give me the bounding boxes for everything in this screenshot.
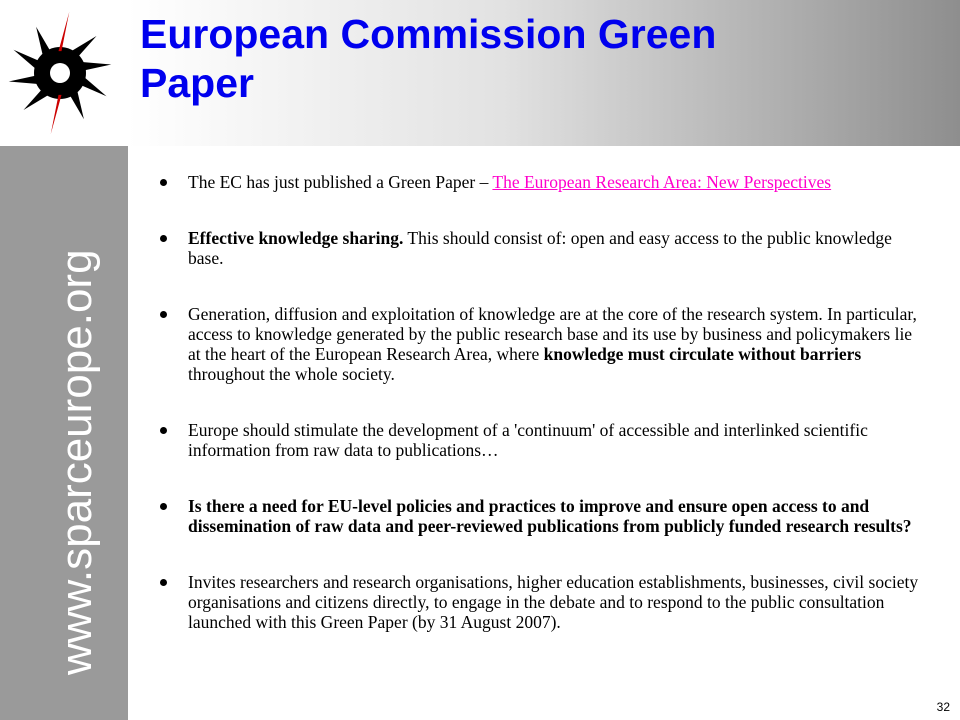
sparc-europe-logo <box>0 0 128 146</box>
bullet-text: This should consist of: open and easy access to the public knowledge base. <box>188 228 892 268</box>
bullet-text: Generation, diffusion and exploitation of knowledge are at the core of the research system. In particular, access to knowledge generated by the public research base and its use by business and policymakers lie at the heart of the European Research Area, where <box>188 304 917 364</box>
logo-red-ray <box>51 95 62 134</box>
side-url-text: www.sparceurope.org <box>52 249 101 675</box>
bullet-bold-text: knowledge must circulate without barriers <box>543 344 862 364</box>
page-title: European Commission Green Paper <box>140 11 717 106</box>
logo-ray <box>36 27 51 59</box>
bullet-item-consultation <box>188 572 928 632</box>
bullet-dot-icon <box>160 579 167 586</box>
bullet-item-knowledge-sharing <box>188 228 928 268</box>
logo-center <box>50 63 70 83</box>
bullet-bold-text: Is there a need for EU-level policies and practices to improve and ensure open access to and dissemination of raw data and peer-reviewed publications from publicly funded research results? <box>188 496 912 536</box>
bullet-text: The EC has just published a Green Paper – <box>188 172 493 192</box>
bullet-dot-icon <box>160 179 167 186</box>
logo-ray <box>9 75 41 84</box>
bullet-dot-icon <box>160 503 167 510</box>
bullet-item-continuum <box>188 420 928 460</box>
bullet-bold-text: Effective knowledge sharing. <box>188 228 404 248</box>
bullet-item-eu-policy-question <box>188 496 928 536</box>
logo-ray <box>69 88 84 120</box>
bullet-dot-icon <box>160 235 167 242</box>
logo-ray <box>79 75 107 96</box>
bullet-dot-icon <box>160 427 167 434</box>
logo-graphic <box>0 0 128 146</box>
logo-ray <box>14 50 42 71</box>
bullet-item-knowledge-circulation <box>188 304 928 384</box>
bullet-item-green-paper <box>188 172 928 192</box>
logo-red-ray <box>59 12 70 51</box>
bullet-text: throughout the whole society. <box>188 364 395 384</box>
logo-ray <box>79 62 111 71</box>
page-number: 32 <box>936 700 950 714</box>
bullet-list <box>188 172 928 632</box>
green-paper-link[interactable]: The European Research Area: New Perspectives <box>492 172 832 192</box>
bullet-dot-icon <box>160 311 167 318</box>
bullet-text: Invites researchers and research organisations, higher education establishments, businesses, civil society organisations and citizens directly, to engage in the debate and to respond to the public consultation launched with this Green Paper (by 31 August 2007). <box>188 572 919 632</box>
logo-ray <box>69 36 97 59</box>
bullet-text: Europe should stimulate the development of a 'continuum' of accessible and interlinked scientific information from raw data to publications… <box>188 420 868 460</box>
logo-ray <box>24 88 52 111</box>
